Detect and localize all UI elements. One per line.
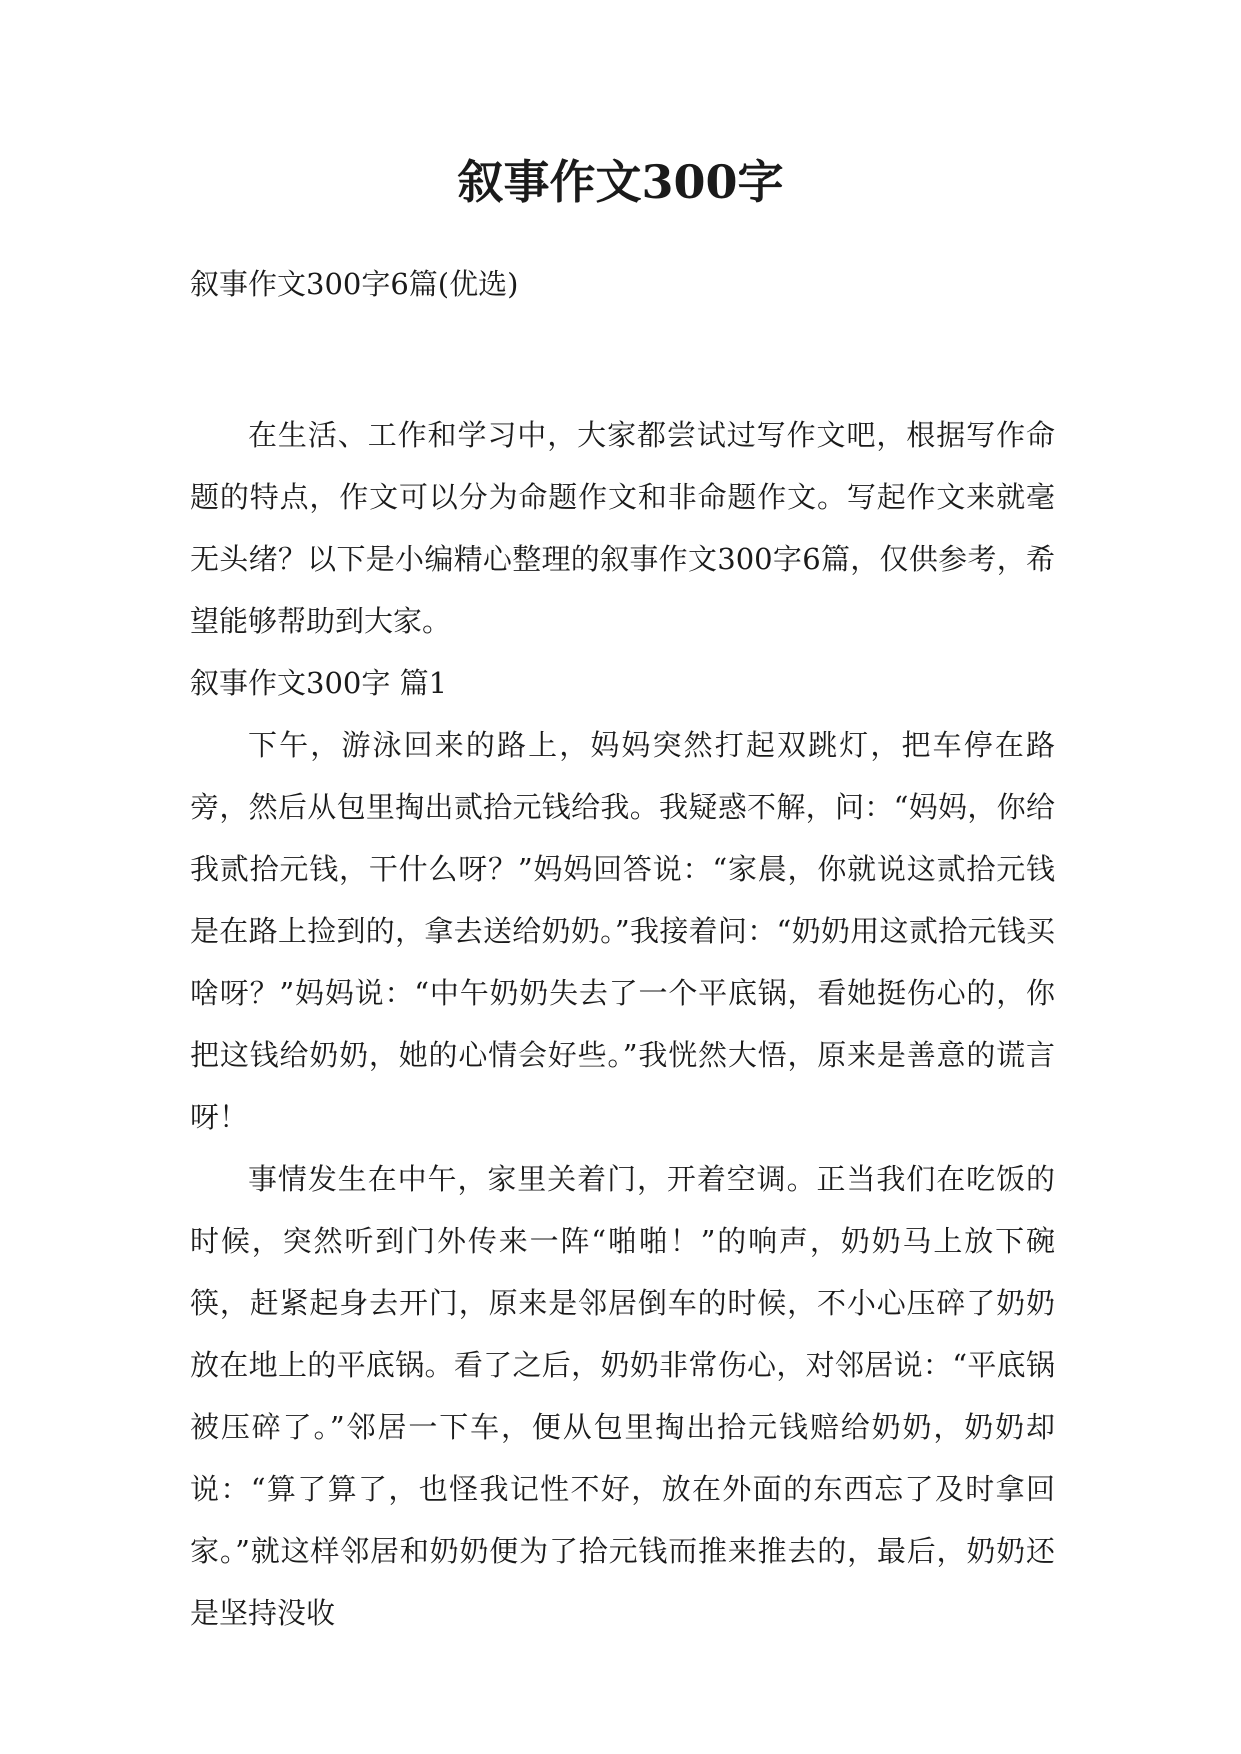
document-subtitle: 叙事作文300字6篇(优选)	[190, 267, 519, 301]
document-body	[190, 404, 1055, 1644]
body-paragraph-1: 下午，游泳回来的路上，妈妈突然打起双跳灯，把车停在路旁，然后从包里掏出贰拾元钱给我。我疑惑不解，问：“妈妈，你给我贰拾元钱，干什么呀？”妈妈回答说：“家晨，你就说这贰拾元钱是在路上捡到的，拿去送给奶奶。”我接着问：“奶奶用这贰拾元钱买啥呀？”妈妈说：“中午奶奶失去了一个平底锅，看她挺伤心的，你把这钱给奶奶，她的心情会好些。”我恍然大悟，原来是善意的谎言呀！	[190, 728, 1055, 1134]
document-title: 叙事作文300字	[457, 155, 784, 209]
body-paragraph-2: 事情发生在中午，家里关着门，开着空调。正当我们在吃饭的时候，突然听到门外传来一阵“啪啪！”的响声，奶奶马上放下碗筷，赶紧起身去开门，原来是邻居倒车的时候，不小心压碎了奶奶放在地上的平底锅。看了之后，奶奶非常伤心，对邻居说：“平底锅被压碎了。”邻居一下车，便从包里掏出拾元钱赔给奶奶，奶奶却说：“算了算了，也怪我记性不好，放在外面的东西忘了及时拿回家。”就这样邻居和奶奶便为了拾元钱而推来推去的，最后，奶奶还是坚持没收	[190, 1162, 1055, 1630]
intro-paragraph: 在生活、工作和学习中，大家都尝试过写作文吧，根据写作命题的特点，作文可以分为命题作文和非命题作文。写起作文来就毫无头绪？以下是小编精心整理的叙事作文300字6篇，仅供参考，希望能够帮助到大家。	[190, 418, 1055, 638]
section-heading: 叙事作文300字 篇1	[190, 666, 448, 700]
